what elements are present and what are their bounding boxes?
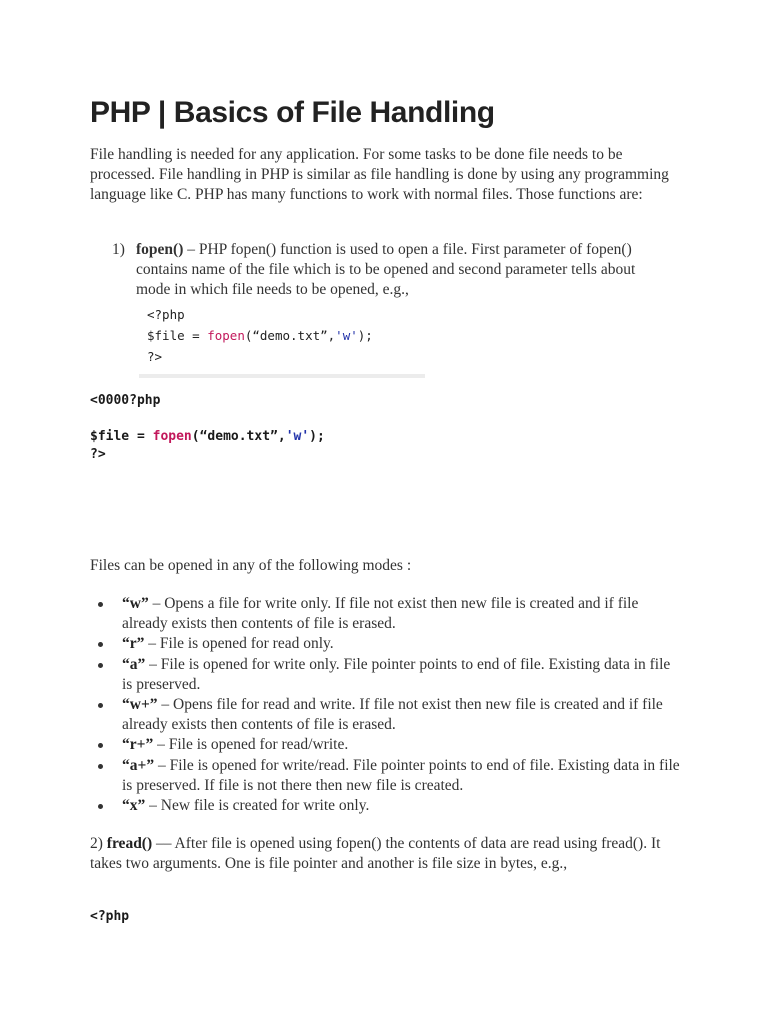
mode-text: – File is opened for write/read. File pointer points to end of file. Existing data in file is preserved. If file is not there then new file is created. <box>122 756 680 794</box>
mode-text: – Opens a file for write only. If file not exist then new file is created and if file already exists then contents of file is erased. <box>122 595 639 633</box>
mode-label: “a” <box>122 655 146 673</box>
fopen-text: – PHP fopen() function is used to open a file. First parameter of fopen() contains name of the file which is to be opened and second parameter tells about mode in which file needs to be opened, e.g., <box>136 241 636 299</box>
code-line <box>147 325 425 346</box>
fopen-function-name: fopen() <box>136 241 184 258</box>
code-text-line: ?> <box>90 447 106 462</box>
mode-text: – File is opened for write only. File pointer points to end of file. Existing data in file is preserved. <box>122 655 671 693</box>
modes-intro: Files can be opened in any of the following modes : <box>90 557 412 574</box>
mode-text: – File is opened for read only. <box>144 635 334 653</box>
modes-list <box>122 594 682 816</box>
code-close: ); <box>309 429 325 444</box>
code-text-line <box>90 429 325 444</box>
code-close: ); <box>357 328 373 343</box>
fread-text: –– After file is opened using fopen() the contents of data are read using fread(). It takes two arguments. One is file pointer and another is file size in bytes, e.g., <box>90 835 661 873</box>
mode-label: “r+” <box>122 736 154 754</box>
mode-item-r-plus <box>122 735 682 755</box>
mode-text: – New file is created for write only. <box>145 797 370 815</box>
code-mode-string: 'w' <box>285 429 310 444</box>
mode-label: “w” <box>122 595 149 612</box>
mode-item-a <box>122 655 682 695</box>
mode-label: “x” <box>122 797 146 815</box>
numbered-list-item-fopen <box>112 240 672 301</box>
mode-label: “a+” <box>122 756 155 774</box>
code-line: <?php <box>147 307 185 322</box>
list-number: 1) <box>112 241 125 258</box>
code-text-line: <?php <box>90 909 130 924</box>
code-argument: (“demo.txt”, <box>191 429 286 444</box>
mode-item-x <box>122 796 682 816</box>
fopen-description <box>112 240 672 301</box>
mode-item-a-plus <box>122 756 682 796</box>
mode-label: “w+” <box>122 696 158 714</box>
fread-paragraph <box>90 834 670 874</box>
code-variable: $file = <box>90 429 153 444</box>
page-title: PHP | Basics of File Handling <box>90 96 495 129</box>
mode-text: – Opens file for read and write. If file not exist then new file is created and if file already exists then contents of file is erased. <box>122 696 663 734</box>
mode-label: “r” <box>122 635 145 653</box>
code-line: ?> <box>147 349 163 364</box>
code-argument: (“demo.txt”, <box>244 328 336 343</box>
code-function: fopen <box>152 429 192 444</box>
fread-function-name: fread() <box>106 835 153 852</box>
mode-item-w-plus <box>122 695 682 735</box>
mode-item-w <box>122 594 682 634</box>
mode-item-r <box>122 634 682 654</box>
list-number: 2) <box>90 835 107 852</box>
code-text-line: <0000?php <box>90 393 161 408</box>
code-snippet-image <box>139 302 425 378</box>
code-mode-string: 'w' <box>335 328 358 343</box>
code-function: fopen <box>207 328 245 343</box>
intro-paragraph: File handling is needed for any application. For some tasks to be done file needs to be processed. File handling in PHP is similar as file handling is done by using any programming language like C. PHP has many functions to work with normal files. Those functions are: <box>90 146 669 204</box>
code-variable: $file = <box>147 328 208 343</box>
mode-text: – File is opened for read/write. <box>153 736 349 754</box>
